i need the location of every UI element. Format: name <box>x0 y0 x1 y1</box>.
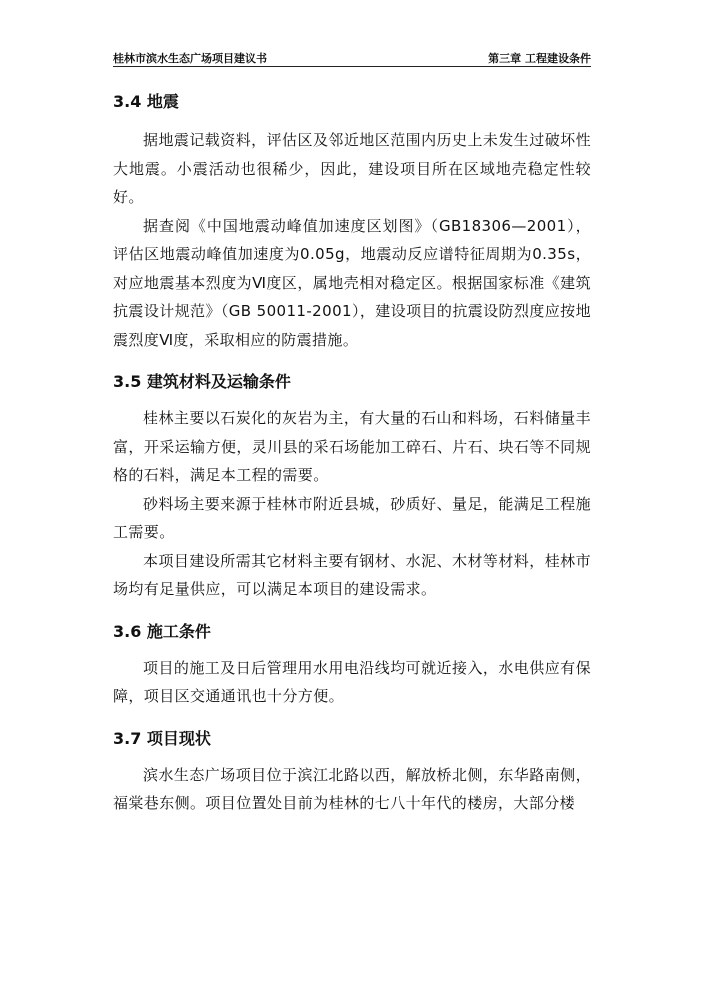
section-title-earthquake: 3.4 地震 <box>113 92 179 111</box>
paragraph: 项目的施工及日后管理用水用电沿线均可就近接入，水电供应有保障，项目区交通通讯也十分方便。 <box>113 658 591 705</box>
paragraph: 据地震记载资料，评估区及邻近地区范围内历史上未发生过破坏性大地震。小震活动也很稀少，因此，建设项目所在区域地壳稳定性较好。 <box>113 131 591 206</box>
section-title-materials: 3.5 建筑材料及运输条件 <box>113 372 291 391</box>
header-chapter-title: 第三章 工程建设条件 <box>488 52 591 65</box>
paragraph: 滨水生态广场项目位于滨江北路以西，解放桥北侧，东华路南侧，福棠巷东侧。项目位置处目前为桂林的七八十年代的楼房，大部分楼 <box>113 765 591 812</box>
document-body <box>113 88 591 818</box>
page-header <box>113 50 591 67</box>
paragraph: 桂林主要以石炭化的灰岩为主，有大量的石山和料场，石料储量丰富，开采运输方便，灵川县的采石场能加工碎石、片石、块石等不同规格的石料，满足本工程的需要。 <box>113 409 591 484</box>
section-title-status: 3.7 项目现状 <box>113 728 211 748</box>
paragraph: 砂料场主要来源于桂林市附近县城，砂质好、量足，能满足工程施工需要。 <box>113 494 591 541</box>
header-document-title: 桂林市滨水生态广场项目建议书 <box>113 52 267 65</box>
paragraph: 本项目建设所需其它材料主要有钢材、水泥、木材等材料，桂林市场均有足量供应，可以满足本项目的建设需求。 <box>113 551 591 598</box>
paragraph: 据查阅《中国地震动峰值加速度区划图》（GB18306—2001），评估区地震动峰值加速度为0.05g，地震动反应谱特征周期为0.35s，对应地震基本烈度为Ⅵ度区，属地壳相对稳定区。根据国家标准《建筑抗震设计规范》（GB 50011-2001），建设项目的抗震设防烈度应按地震烈度Ⅵ度，采取相应的防震措施。 <box>113 216 591 349</box>
section-title-construction: 3.6 施工条件 <box>113 621 211 641</box>
